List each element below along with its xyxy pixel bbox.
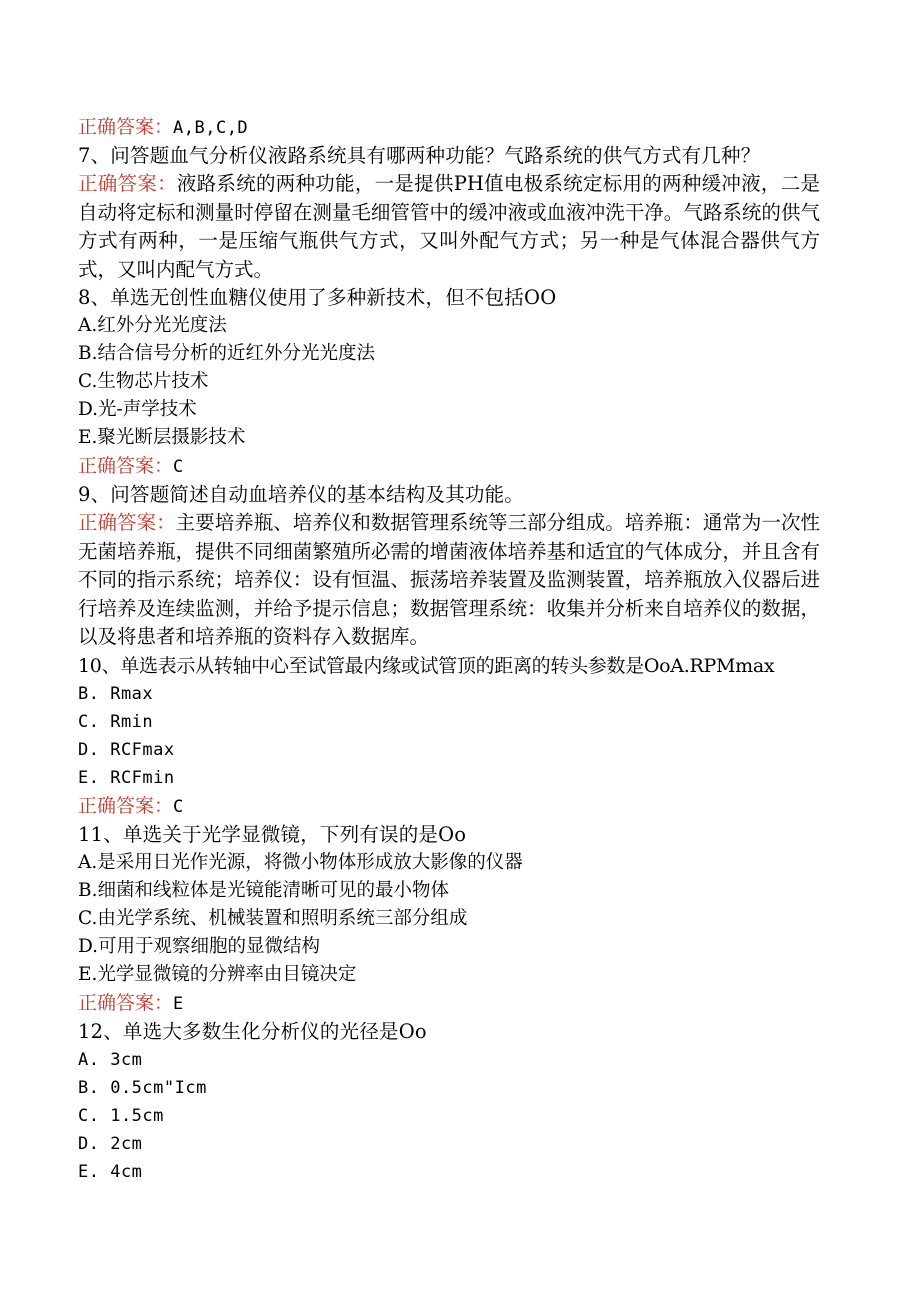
answer-line [78, 792, 858, 821]
answer-value: E [173, 993, 184, 1014]
option-item: B.结合信号分析的近红外分光光度法 [78, 343, 375, 364]
answer-paragraph-9 [78, 509, 820, 652]
answer-label: 正确答案： [78, 455, 174, 477]
option-item: C.生物芯片技术 [78, 371, 209, 392]
option-item: A.是采用日光作光源，将微小物体形成放大影像的仪器 [78, 851, 523, 873]
answer-label: 正确答案： [78, 116, 174, 138]
option-item: E.光学显微镜的分辨率由目镜决定 [78, 963, 357, 985]
option-item: E. 4cm [78, 1161, 143, 1182]
option-item: A.红外分光光度法 [78, 315, 227, 336]
answer-value: C [173, 796, 184, 817]
answer-value: A,B,C,D [173, 118, 249, 138]
option-item: A. 3cm [78, 1049, 143, 1070]
option-item: E. RCFmin [78, 767, 175, 788]
answer-text: 液路系统的两种功能，一是提供PH值电极系统定标用的两种缓冲液，二是自动将定标和测量时停留在测量毛细管管中的缓冲液或血液冲洗干净。气路系统的供气方式有两种，一是压缩气瓶供气方式，又叫外配气方式；另一种是气体混合器供气方式，又叫内配气方式。 [78, 172, 820, 281]
question-10: 10、单选表示从转轴中心至试管最内缘或试管顶的距离的转头参数是OoA.RPMmax [78, 654, 775, 677]
answer-text: 主要培养瓶、培养仪和数据管理系统等三部分组成。培养瓶：通常为一次性无菌培养瓶，提供不同细菌繁殖所必需的增菌液体培养基和适宜的气体成分，并且含有不同的指示系统；培养仪：设有恒温、振荡培养装置及监测装置，培养瓶放入仪器后进行培养及连续监测，并给予提示信息；数据管理系统：收集并分析来自培养仪的数据，以及将患者和培养瓶的资料存入数据库。 [78, 511, 820, 648]
document-page [78, 113, 858, 1186]
option-item: C. 1.5cm [78, 1105, 164, 1126]
option-item: B. Rmax [78, 683, 154, 704]
answer-label: 正确答案： [78, 172, 177, 195]
question-9: 9、问答题简述自动血培养仪的基本结构及其功能。 [78, 483, 525, 506]
question-11: 11、单选关于光学显微镜，下列有误的是Oo [78, 822, 467, 846]
answer-label: 正确答案： [78, 794, 174, 817]
option-item: D. RCFmax [78, 739, 175, 760]
option-item: B.细菌和线粒体是光镜能清晰可见的最小物体 [78, 879, 449, 901]
answer-line [78, 113, 858, 142]
answer-line [78, 452, 858, 481]
question-8: 8、单选无创性血糖仪使用了多种新技术，但不包括OO [78, 286, 557, 309]
option-item: C.由光学系统、机械装置和照明系统三部分组成 [78, 907, 468, 929]
option-item: B. 0.5cm"Icm [78, 1077, 207, 1098]
option-item: D.可用于观察细胞的显微结构 [78, 935, 321, 957]
answer-line [78, 989, 858, 1018]
answer-label: 正确答案： [78, 511, 176, 534]
question-7: 7、问答题血气分析仪液路系统具有哪两种功能？气路系统的供气方式有几种？ [78, 144, 761, 167]
answer-value: C [173, 457, 184, 477]
option-item: E.聚光断层摄影技术 [78, 427, 246, 448]
question-12: 12、单选大多数生化分析仪的光径是Oo [78, 1019, 427, 1043]
answer-label: 正确答案： [78, 991, 174, 1014]
answer-paragraph-7 [78, 170, 820, 284]
option-item: C. Rmin [78, 711, 154, 732]
option-item: D. 2cm [78, 1133, 143, 1154]
option-item: D.光-声学技术 [78, 399, 197, 420]
